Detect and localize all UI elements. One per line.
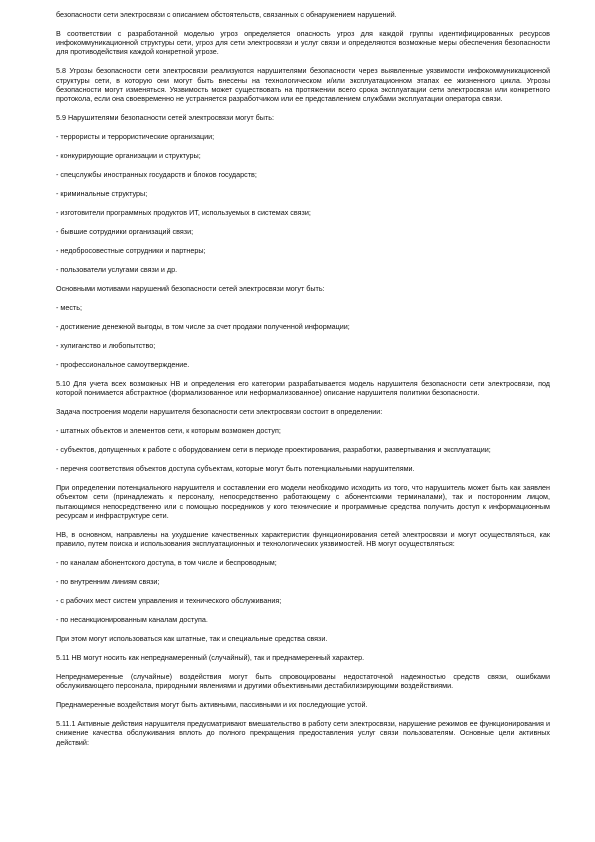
document-page [56,10,550,749]
list-item: - недобросовестные сотрудники и партнеры; [56,246,206,256]
list-item: - террористы и террористические организации; [56,132,215,142]
paragraph-potential-violator: При определении потенциального нарушителя и составлении его модели необходимо исходить из того, что нарушитель может быть как заявлен объектом сети (принадлежать к персоналу, непосредственно работающему с абонентскими терминалами), так и посторонним лицом, пытающимся непосредственно или с помощью посредников у кого технические и программные средства получить доступ к информационным ресурсам и инфраструктуре сети. [56,483,550,520]
list-item: - спецслужбы иностранных государств и блоков государств; [56,170,257,180]
list-item: - конкурирующие организации и структуры; [56,151,201,161]
list-item: - по внутренним линиям связи; [56,577,160,587]
list-item: - месть; [56,303,82,313]
paragraph-5-11: 5.11 НВ могут носить как непреднамеренный (случайный), так и преднамеренный характер. [56,653,365,663]
paragraph-4: 5.9 Нарушителями безопасности сетей электросвязи могут быть: [56,113,274,123]
list-item: - достижение денежной выгоды, в том числе за счет продажи полученной информации; [56,322,350,332]
list-item: - с рабочих мест систем управления и технического обслуживания; [56,596,282,606]
list-item: - бывшие сотрудники организаций связи; [56,227,194,237]
list-item: - субъектов, допущенных к работе с оборудованием сети в периоде проектирования, разработки, развертывания и эксплуатации; [56,445,491,455]
list-item: - хулиганство и любопытство; [56,341,156,351]
paragraph-nv: НВ, в основном, направлены на ухудшение качественных характеристик функционирования сетей электросвязи и могут осуществляться, как правило, путем поиска и использования эксплуатационных и технологических уязвимостей. НВ могут осуществляться: [56,529,550,549]
paragraph-model-task: Задача построения модели нарушителя безопасности сети электросвязи состоит в определении: [56,407,383,417]
paragraph-motives: Основными мотивами нарушений безопасности сетей электросвязи могут быть: [56,284,325,294]
paragraph-3: 5.8 Угрозы безопасности сети электросвязи реализуются нарушителями безопасности через выявленные уязвимости инфокоммуникационной структуры сети, в которую они могут быть внесены на технологическом и/или эксплуатационном этапах ее жизненного цикла. Угрозы безопасности могут изменяться. Уязвимость может существовать на протяжении всего срока эксплуатации сети электросвязи или конкретного протокола, если она своевременно не устраняется разработчиком или ее представлением службами эксплуатации оператора связи. [56,66,550,104]
list-item: - изготовители программных продуктов ИТ, используемых в системах связи; [56,208,311,218]
paragraph-1: безопасности сети электросвязи с описанием обстоятельств, связанных с обнаружением нарушений. [56,10,397,19]
paragraph-intentional: Преднамеренные воздействия могут быть активными, пассивными и их последующие устой. [56,700,368,710]
paragraph-5-11-1: 5.11.1 Активные действия нарушителя предусматривают вмешательство в работу сети электросвязи, нарушение режимов ее функционирования и снижение качества обслуживания вплоть до полного прекращения предоставления услуг связи пользователям. Основные цели активных действий: [56,719,550,747]
paragraph-5-10: 5.10 Для учета всех возможных НВ и определения его категории разрабатывается модель нарушителя безопасности сети электросвязи, под которой понимается абстрактное (формализованное или неформализованное) описание нарушителя политики безопасности. [56,379,550,398]
list-item: - профессиональное самоутверждение. [56,360,190,370]
list-item: - по несанкционированным каналам доступа. [56,615,208,625]
list-item: - штатных объектов и элементов сети, к которым возможен доступ; [56,426,281,436]
list-item: - пользователи услугами связи и др. [56,265,178,275]
paragraph-means: При этом могут использоваться как штатные, так и специальные средства связи. [56,634,328,644]
paragraph-2: В соответствии с разработанной моделью угроз определяется опасность угроз для каждой группы идентифицированных ресурсов инфокоммуникационной структуры сети, угроз для сети электросвязи и услуг связи и определяются возможные меры обеспечения безопасности для противодействия каждой конкретной угрозе. [56,29,550,57]
list-item: - по каналам абонентского доступа, в том числе и беспроводным; [56,558,277,568]
list-item: - криминальные структуры; [56,189,148,199]
paragraph-unintentional: Непреднамеренные (случайные) воздействия могут быть спровоцированы недостаточной надежностью средств связи, ошибками обслуживающего персонала, природными явлениями и другими объективными дестабилизирующими воздействиями. [56,672,550,691]
list-item: - перечня соответствия объектов доступа субъектам, которые могут быть потенциальными нарушителями. [56,464,415,474]
